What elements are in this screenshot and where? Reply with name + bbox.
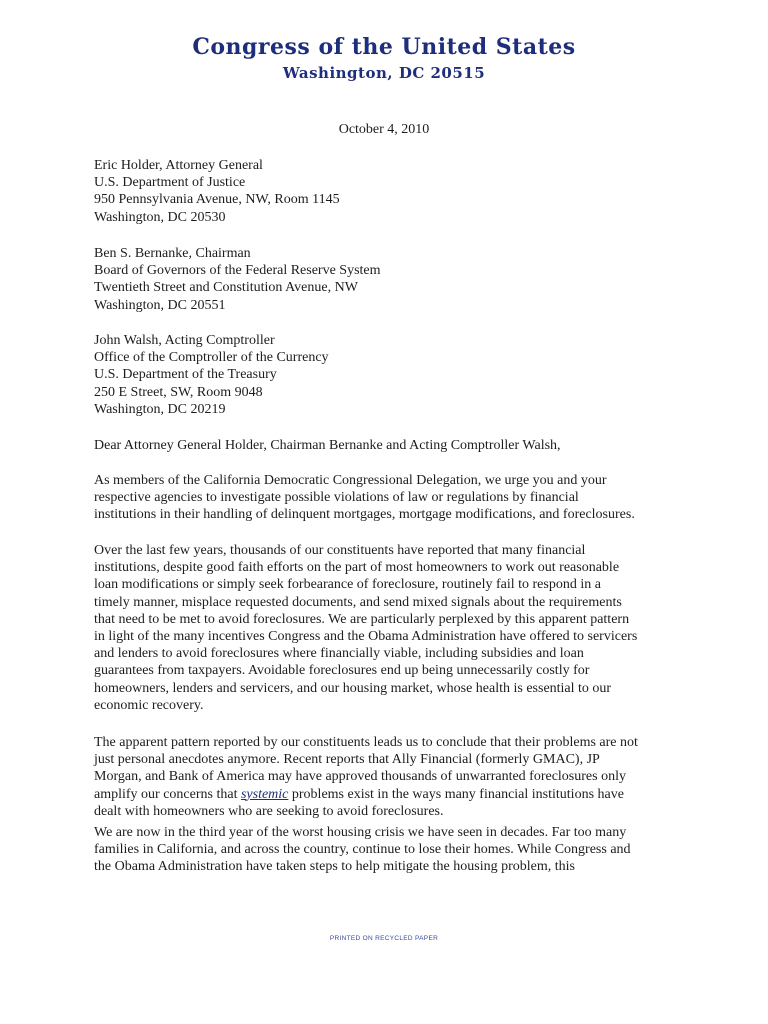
address-line: Board of Governors of the Federal Reserve System: [94, 263, 381, 279]
text-fragment: problems exist in the ways many financial institutions have: [288, 786, 624, 802]
paragraph-line: Morgan, and Bank of America may have approved thousands of unwarranted foreclosures only: [94, 769, 626, 785]
addressee-bernanke: [94, 245, 694, 314]
paragraph-line: the Obama Administration have taken steps to help mitigate the housing problem, this: [94, 859, 575, 875]
paragraph-4: [94, 824, 684, 876]
paragraph-line: institutions in their handling of delinquent mortgages, mortgage modifications, and foreclosures.: [94, 507, 635, 523]
paragraph-2: [94, 542, 684, 714]
paragraph-line: economic recovery.: [94, 697, 204, 713]
address-line: Washington, DC 20551: [94, 297, 226, 313]
recycled-paper-footer: PRINTED ON RECYCLED PAPER: [329, 935, 439, 942]
address-line: Twentieth Street and Constitution Avenue, NW: [94, 280, 358, 296]
paragraph-line: just personal anecdotes anymore. Recent reports that Ally Financial (formerly GMAC), JP: [94, 752, 600, 768]
paragraph-line: The apparent pattern reported by our constituents leads us to conclude that their problems are not: [94, 735, 638, 750]
paragraph-3: [94, 734, 684, 820]
paragraph-line: dealt with homeowners who are seeking to avoid foreclosures.: [94, 803, 444, 819]
address-line: Office of the Comptroller of the Currency: [94, 350, 329, 366]
paragraph-line: respective agencies to investigate possible violations of law or regulations by financial: [94, 490, 579, 506]
paragraph-line: homeowners, lenders and servicers, and our housing market, whose health is essential to our: [94, 680, 612, 696]
addressee-holder: [94, 157, 694, 226]
paragraph-line: families in California, and across the country, continue to lose their homes. While Congress and: [94, 842, 631, 858]
paragraph-line: and lenders to avoid foreclosures where financially viable, including subsidies and loan: [94, 646, 584, 662]
letter-date: October 4, 2010: [338, 122, 430, 137]
paragraph-line: As members of the California Democratic Congressional Delegation, we urge you and your: [94, 473, 607, 488]
paragraph-1: [94, 472, 684, 524]
paragraph-line: Over the last few years, thousands of our constituents have reported that many financial: [94, 543, 586, 558]
address-line: U.S. Department of the Treasury: [94, 367, 277, 383]
letterhead-subtitle: Washington, DC 20515: [282, 64, 486, 82]
address-line: Washington, DC 20219: [94, 401, 226, 417]
emphasis-systemic: systemic: [240, 786, 289, 802]
address-line: Washington, DC 20530: [94, 209, 226, 225]
paragraph-line: timely manner, misplace requested documents, and send mixed signals about the requirements: [94, 594, 622, 610]
paragraph-line: We are now in the third year of the worst housing crisis we have seen in decades. Far too many: [94, 825, 627, 840]
paragraph-line: [94, 786, 684, 803]
address-line: 950 Pennsylvania Avenue, NW, Room 1145: [94, 192, 340, 208]
address-line: Eric Holder, Attorney General: [94, 158, 263, 173]
address-line: John Walsh, Acting Comptroller: [94, 333, 275, 348]
address-line: 250 E Street, SW, Room 9048: [94, 384, 263, 400]
address-line: U.S. Department of Justice: [94, 175, 246, 191]
address-line: Ben S. Bernanke, Chairman: [94, 246, 251, 261]
text-fragment: amplify our concerns that: [94, 786, 241, 802]
paragraph-line: institutions, despite good faith efforts on the part of most homeowners to work out reasonable: [94, 560, 620, 576]
paragraph-line: in light of the many incentives Congress and the Obama Administration have offered to servicers: [94, 629, 638, 645]
paragraph-line: that need to be met to avoid foreclosures. We are particularly perplexed by this apparent pattern: [94, 611, 630, 627]
paragraph-line: guarantees from taxpayers. Avoidable foreclosures end up being unnecessarily costly for: [94, 663, 590, 679]
salutation: Dear Attorney General Holder, Chairman Bernanke and Acting Comptroller Walsh,: [94, 438, 561, 453]
letterhead-title: Congress of the United States: [192, 34, 576, 60]
paragraph-line: loan modifications or simply seek forbearance of foreclosure, routinely fail to respond in a: [94, 577, 601, 593]
addressee-walsh: [94, 332, 694, 418]
